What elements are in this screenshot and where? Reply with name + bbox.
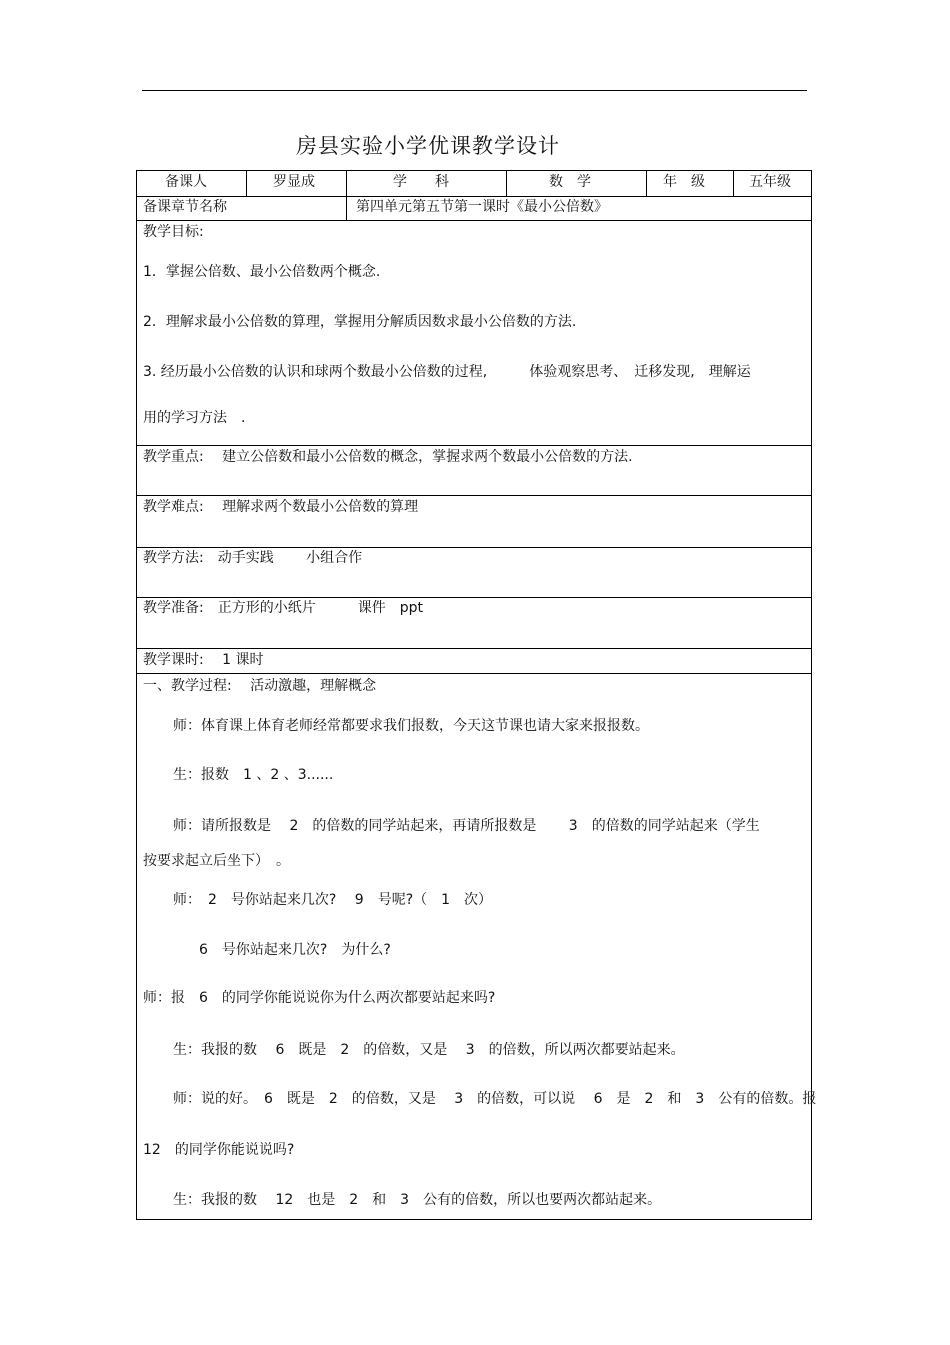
teaching-methods: 教学方法: 动手实践 小组合作 [143, 550, 363, 566]
dialogue-line: 师：报 6 的同学你能说说你为什么两次都要站起来吗? [143, 990, 496, 1006]
dialogue-line: 6 号你站起来几次? 为什么? [199, 942, 391, 958]
grade-label: 年 级 [663, 174, 705, 190]
row-divider [137, 673, 811, 674]
page-title: 房县实验小学优课教学设计 [296, 134, 560, 158]
dialogue-line-continued: 按要求起立后坐下） 。 [143, 853, 290, 869]
objective-item-continued: 用的学习方法 . [143, 410, 246, 426]
row-divider [137, 547, 811, 548]
difficulties: 教学难点: 理解求两个数最小公倍数的算理 [143, 499, 419, 515]
prep-value: 罗显成 [273, 174, 315, 190]
objectives-label: 教学目标: [143, 224, 204, 240]
row-divider [137, 445, 811, 446]
subject-value: 数 学 [549, 174, 591, 190]
col-divider [733, 171, 734, 196]
dialogue-line: 生：报数 1 、2 、3...... [173, 767, 334, 783]
row-divider [137, 648, 811, 649]
key-points: 教学重点: 建立公倍数和最小公倍数的概念，掌握求两个数最小公倍数的方法. [143, 449, 633, 465]
objective-item: 3. 经历最小公倍数的认识和球两个数最小公倍数的过程, 体验观察思考、 迁移发现, 理解运 [143, 364, 751, 380]
dialogue-line-continued: 12 的同学你能说说吗? [143, 1142, 295, 1158]
process-heading: 一、教学过程: 活动激趣，理解概念 [143, 678, 377, 694]
top-rule [142, 90, 807, 91]
row-divider [137, 196, 811, 197]
row-divider [137, 220, 811, 221]
lesson-plan-table [136, 170, 817, 1220]
class-hours: 教学课时: 1 课时 [143, 652, 264, 668]
chapter-value: 第四单元第五节第一课时《最小公倍数》 [356, 199, 608, 215]
dialogue-line: 生：我报的数 6 既是 2 的倍数，又是 3 的倍数，所以两次都要站起来。 [173, 1042, 685, 1058]
dialogue-line: 师： 2 号你站起来几次? 9 号呢?（ 1 次） [173, 892, 493, 908]
objective-item: 1．掌握公倍数、最小公倍数两个概念. [143, 264, 381, 280]
teaching-preparation: 教学准备: 正方形的小纸片 课件 ppt [143, 600, 423, 616]
row-divider [137, 597, 811, 598]
subject-label: 学 科 [393, 174, 449, 190]
col-divider [246, 171, 247, 196]
col-divider [346, 171, 347, 220]
chapter-label: 备课章节名称 [143, 199, 227, 215]
grade-value: 五年级 [749, 174, 791, 190]
prep-label: 备课人 [165, 174, 207, 190]
col-divider [506, 171, 507, 196]
dialogue-line: 师：请所报数是 2 的倍数的同学站起来，再请所报数是 3 的倍数的同学站起来（学生 [173, 818, 760, 834]
col-divider [646, 171, 647, 196]
dialogue-line: 师：说的好。 6 既是 2 的倍数，又是 3 的倍数，可以说 6 是 2 和 3 公有的倍数。报 [173, 1091, 817, 1107]
dialogue-line: 生：我报的数 12 也是 2 和 3 公有的倍数，所以也要两次都站起来。 [173, 1192, 662, 1208]
objective-item: 2．理解求最小公倍数的算理，掌握用分解质因数求最小公倍数的方法. [143, 314, 577, 330]
row-divider [137, 495, 811, 496]
dialogue-line: 师：体育课上体育老师经常都要求我们报数，今天这节课也请大家来报报数。 [173, 718, 649, 734]
